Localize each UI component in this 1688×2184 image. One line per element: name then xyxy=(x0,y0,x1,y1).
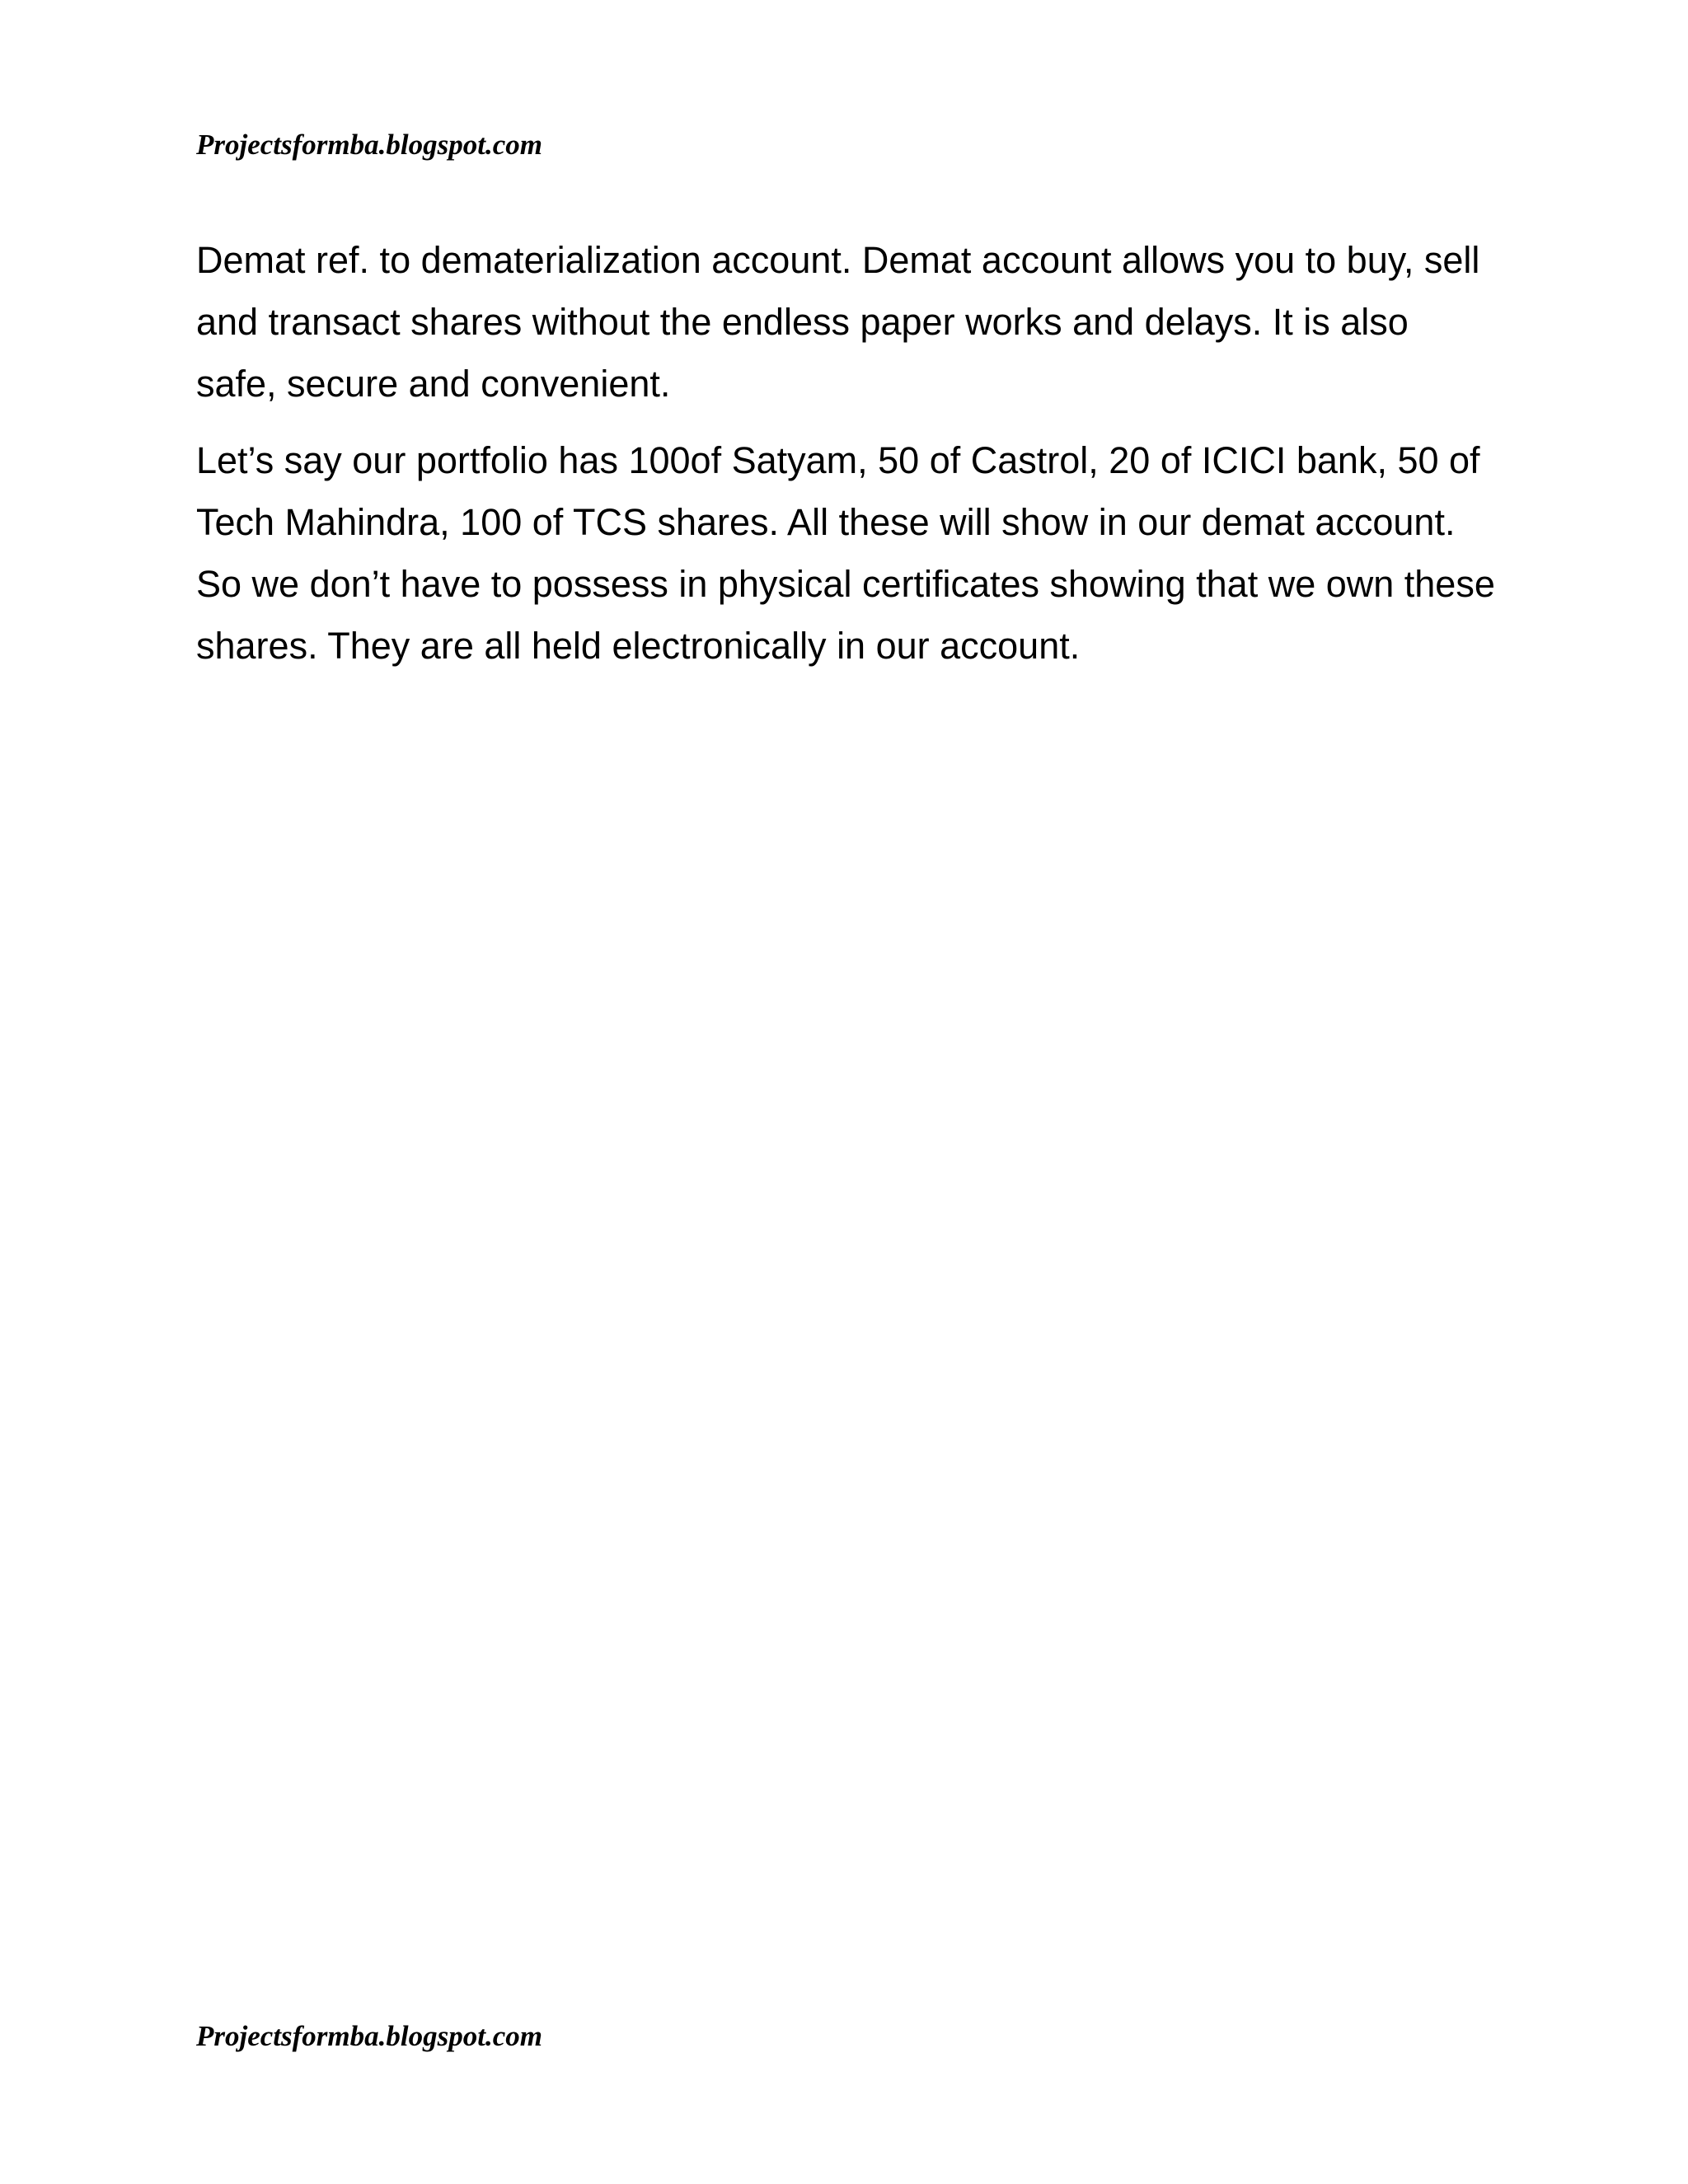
document-body xyxy=(196,229,1498,691)
paragraph-1: Demat ref. to dematerialization account. Demat account allows you to buy, sell and transact shares without the endless paper works and delays. It is also safe, secure and convenient. xyxy=(196,239,1480,405)
paragraph-2: Let’s say our portfolio has 100of Satyam, 50 of Castrol, 20 of ICICI bank, 50 of Tech Mahindra, 100 of TCS shares. All these will show in our demat account. So we don’t have to possess in physical certificates showing that we own these shares. They are all held electronically in our account. xyxy=(196,439,1495,667)
page-header: Projectsformba.blogspot.com xyxy=(196,129,542,161)
page-footer: Projectsformba.blogspot.com xyxy=(196,2020,542,2052)
